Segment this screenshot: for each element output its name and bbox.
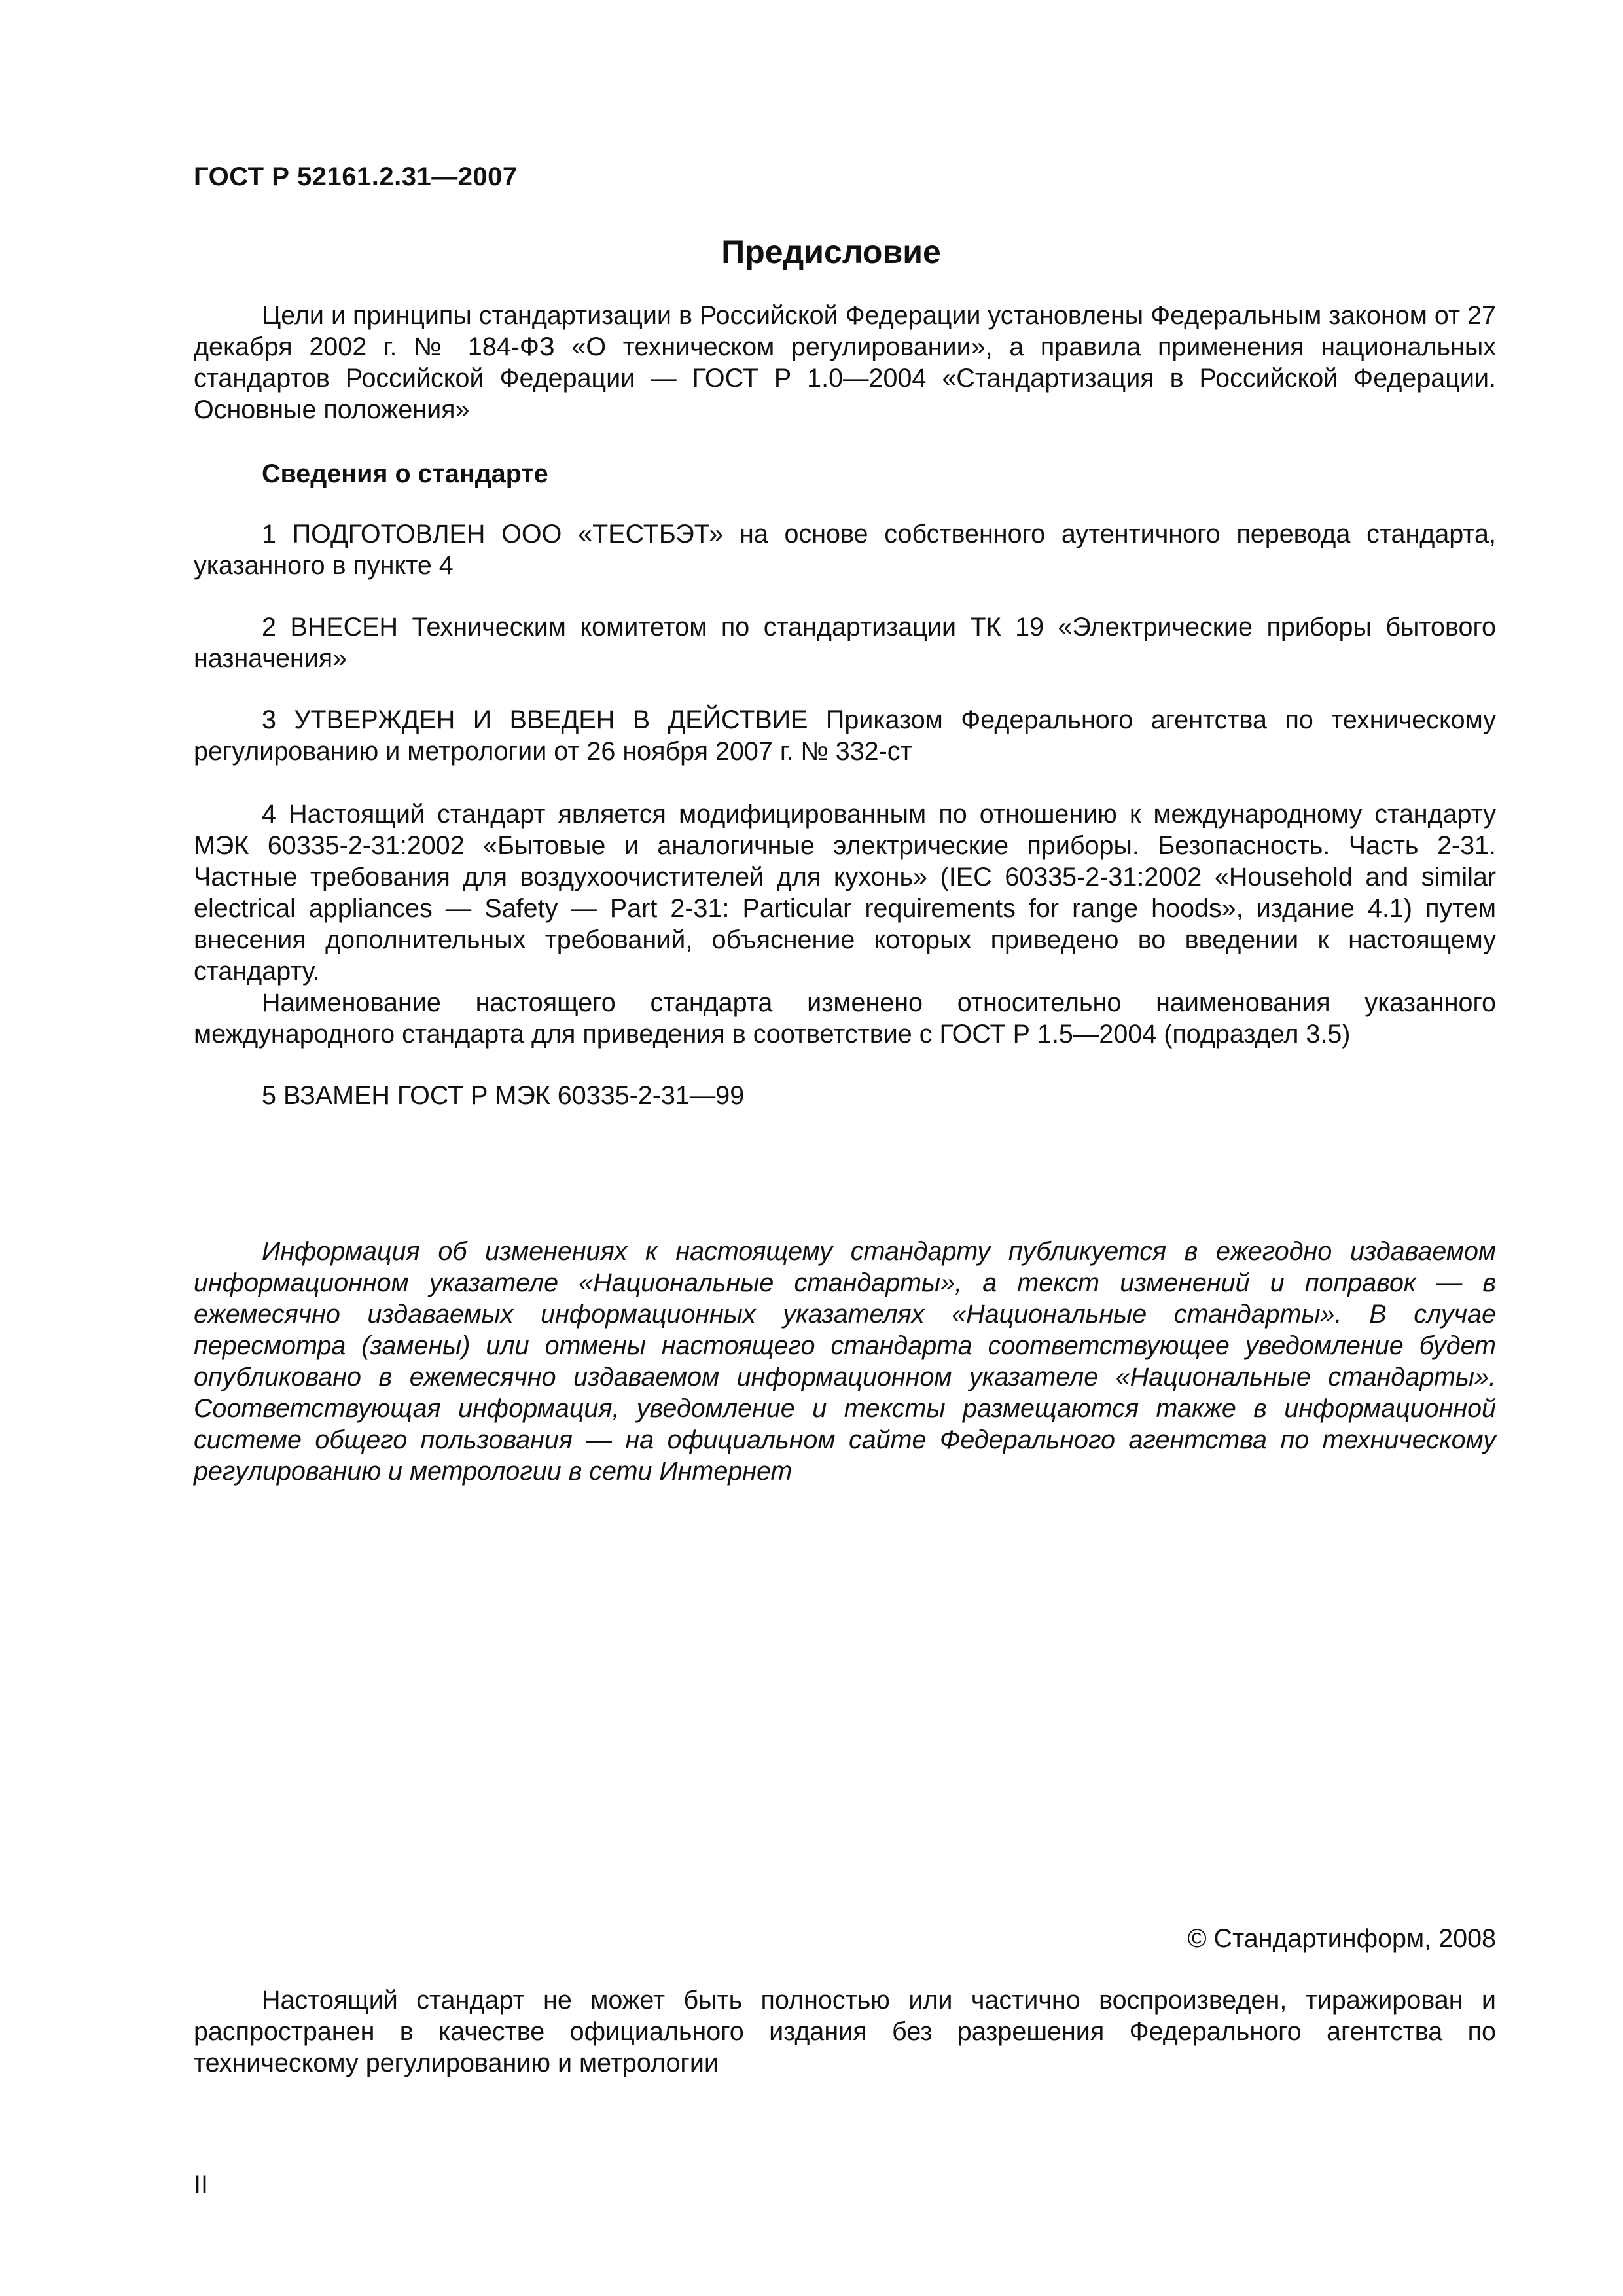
changes-notice (194, 1236, 1496, 1487)
changes-notice-text: Информация об изменениях к настоящему стандарту публикуется в ежегодно издаваемом информационном указателе «Национальные стандарты», а текст изменений и поправок — в ежемесячно издаваемых информационных указателях «Национальные стандарты». В случае пересмотра (замены) или отмены настоящего стандарта соответствующее уведомление будет опубликовано в ежемесячно издаваемом информационном указателе «Национальные стандарты». Соответствующая информация, уведомление и тексты размещаются также в информационной системе общего пользования — на официальном сайте Федерального агентства по техническому регулированию и метрологии в сети Интернет (194, 1237, 1496, 1486)
item-4 (194, 798, 1496, 1050)
item-4-note-text: Наименование настоящего стандарта изменено относительно наименования указанного международного стандарта для приведения в соответствие с ГОСТ Р 1.5—2004 (подраздел 3.5) (194, 988, 1496, 1049)
restriction-notice (194, 1984, 1496, 2079)
page-number: II (194, 2170, 208, 2199)
item-5-text: 5 ВЗАМЕН ГОСТ Р МЭК 60335-2-31—99 (262, 1081, 745, 1110)
item-1 (194, 518, 1496, 581)
restriction-text: Настоящий стандарт не может быть полностью или частично воспроизведен, тиражирован и распространен в качестве официального издания без разрешения Федерального агентства по техническому регулированию и метрологии (194, 1986, 1496, 2077)
document-code-header: ГОСТ Р 52161.2.31—2007 (194, 162, 518, 191)
item-5 (194, 1080, 1496, 1111)
item-3 (194, 704, 1496, 767)
copyright: © Стандартинформ, 2008 (1187, 1924, 1496, 1953)
page-title: Предисловие (721, 234, 941, 270)
item-3-text: 3 УТВЕРЖДЕН И ВВЕДЕН В ДЕЙСТВИЕ Приказом Федерального агентства по техническому регулированию и метрологии от 26 ноября 2007 г. № 332-ст (194, 706, 1496, 766)
item-4-text: 4 Настоящий стандарт является модифицированным по отношению к международному стандарту МЭК 60335-2-31:2002 «Бытовые и аналогичные электрические приборы. Безопасность. Часть 2-31. Частные требования для воздухоочистителей для кухонь» (IEC 60335-2-31:2002 «Household and similar electrical appliances — Safety — Part 2-31: Particular requirements for range hoods», издание 4.1) путем внесения дополнительных требований, объяснение которых приведено во введении к настоящему стандарту. (194, 800, 1496, 986)
item-1-text: 1 ПОДГОТОВЛЕН ООО «ТЕСТБЭТ» на основе собственного аутентичного перевода стандарта, указанного в пункте 4 (194, 520, 1496, 580)
intro-text: Цели и принципы стандартизации в Российской Федерации установлены Федеральным законом от 27 декабря 2002 г. № 184-ФЗ «О техническом регулировании», а правила применения национальных стандартов Российской Федерации — ГОСТ Р 1.0—2004 «Стандартизация в Российской Федерации. Основные положения» (194, 301, 1496, 424)
item-2 (194, 611, 1496, 674)
intro-paragraph (194, 300, 1496, 425)
info-heading: Сведения о стандарте (262, 459, 548, 488)
item-2-text: 2 ВНЕСЕН Техническим комитетом по стандартизации ТК 19 «Электрические приборы бытового назначения» (194, 613, 1496, 673)
